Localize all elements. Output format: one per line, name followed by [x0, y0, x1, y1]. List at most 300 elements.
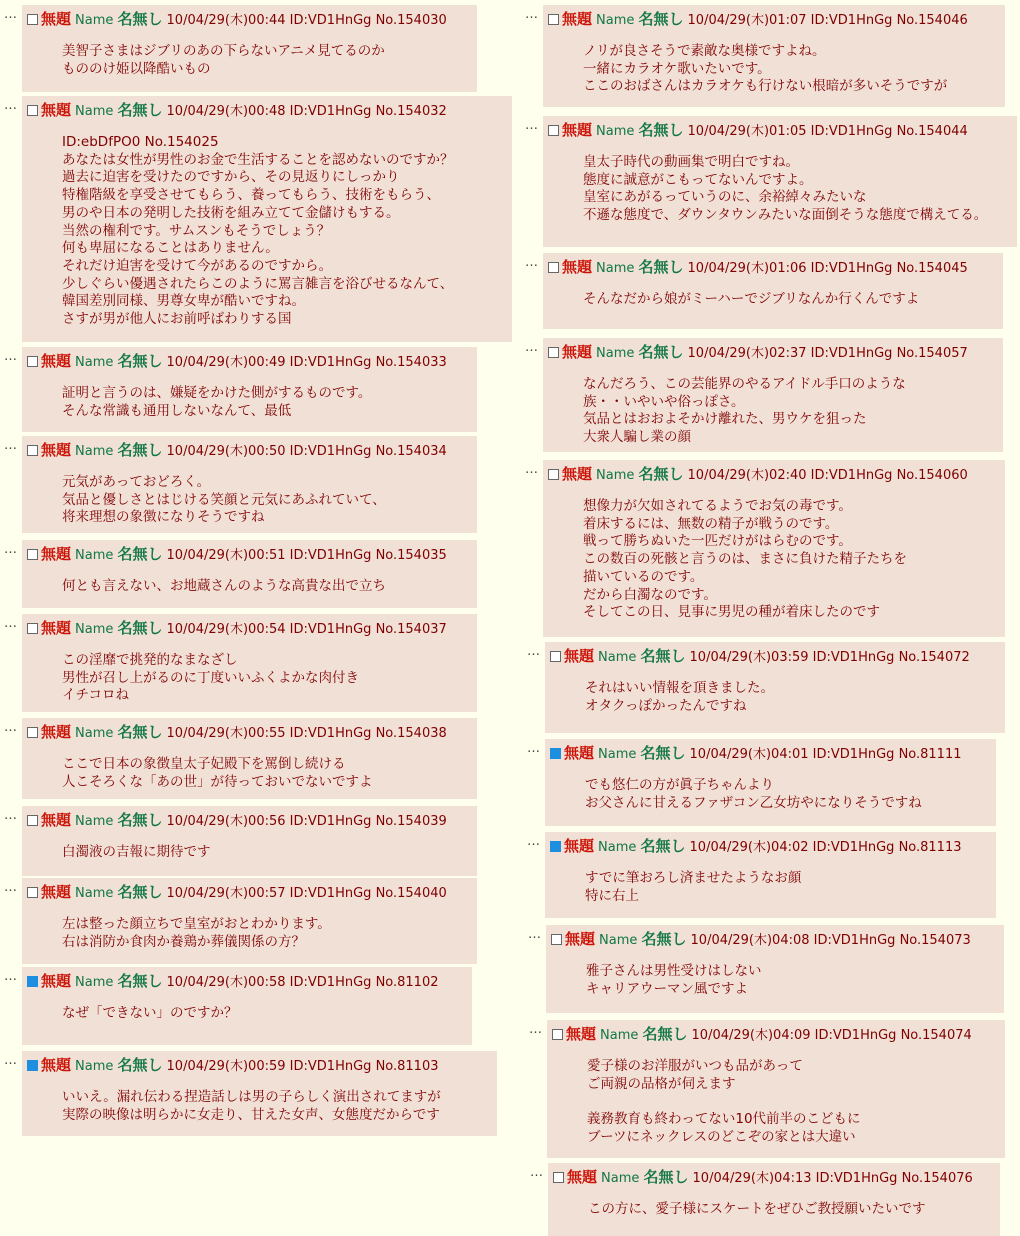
post-datetime: 10/04/29(木)01:05	[687, 124, 807, 139]
post-subject: 無題	[41, 1056, 72, 1074]
post-body-line: そんなだから娘がミーハーでジブリなんか行くんですよ	[583, 291, 920, 307]
post-number[interactable]: No.154046	[896, 13, 968, 28]
select-checkbox[interactable]	[27, 105, 38, 116]
poster-name: 名無し	[638, 10, 684, 28]
post-subject: 無題	[41, 352, 72, 370]
post-header	[552, 1023, 1001, 1045]
post-datetime: 10/04/29(木)04:13	[692, 1171, 812, 1186]
ellipsis-icon: …	[4, 880, 16, 895]
post-body-line: 義務教育も終わってない10代前半のこどもに	[587, 1111, 861, 1128]
poster-id: ID:VD1HnGg	[810, 346, 893, 361]
post-header	[550, 742, 992, 764]
post	[0, 96, 512, 342]
post-number[interactable]: No.154032	[375, 104, 447, 119]
post	[0, 718, 477, 799]
post-body-line: 証明と言うのは、嫌疑をかけた側がするものです。	[62, 385, 372, 401]
post-body-line: キャリアウーマン風ですよ	[586, 980, 748, 997]
name-label: Name	[601, 1171, 640, 1186]
post-body	[583, 43, 1001, 96]
post	[524, 925, 1004, 1013]
post-subject: 無題	[41, 10, 72, 28]
poster-name: 名無し	[117, 545, 163, 563]
post-body	[62, 756, 473, 791]
post-header	[27, 970, 468, 992]
name-label: Name	[75, 814, 114, 829]
post-subject: 無題	[41, 723, 72, 741]
post-datetime: 10/04/29(木)00:55	[166, 726, 286, 741]
post-box	[22, 718, 477, 799]
poster-id: ID:VD1HnGg	[810, 124, 893, 139]
post-body-line: それだけ迫害を受けて今があるのですから。	[62, 257, 332, 274]
post-body-line: さすが男が他人にお前呼ばわりする国	[62, 311, 292, 328]
post-body	[583, 154, 1013, 225]
post-body-line: この数百の死骸と言うのは、まさに負けた精子たちを	[583, 551, 907, 568]
ellipsis-icon: …	[527, 834, 539, 849]
poster-name: 名無し	[638, 258, 684, 276]
name-label: Name	[596, 124, 635, 139]
post-subject: 無題	[567, 1168, 598, 1186]
post-number[interactable]: No.154044	[896, 124, 968, 139]
name-label: Name	[75, 1059, 114, 1074]
select-checkbox[interactable]	[27, 727, 38, 738]
poster-name: 名無し	[117, 441, 163, 459]
post-header	[27, 617, 473, 639]
post-header	[27, 543, 473, 565]
post-body	[585, 777, 992, 812]
name-label: Name	[600, 1028, 639, 1043]
post-subject: 無題	[562, 10, 593, 28]
poster-name: 名無し	[117, 883, 163, 901]
poster-name: 名無し	[640, 647, 686, 665]
poster-id: ID:VD1HnGg	[289, 886, 372, 901]
post-body	[62, 1089, 493, 1124]
select-checkbox[interactable]	[548, 347, 559, 358]
post-body	[62, 578, 473, 596]
post-body-line: 雅子さんは男性受けはしない	[586, 963, 762, 979]
post-datetime: 10/04/29(木)00:50	[166, 444, 286, 459]
post-body	[62, 385, 473, 420]
post-number[interactable]: No.81103	[375, 1059, 439, 1074]
post	[0, 614, 477, 712]
post-header	[548, 8, 1001, 30]
post-header	[27, 809, 473, 831]
ellipsis-icon: …	[525, 255, 537, 270]
post-body-line: 気品とはおおよそかけ離れた、男ウケを狙った	[583, 411, 867, 428]
post-datetime: 10/04/29(木)02:40	[687, 468, 807, 483]
post-number[interactable]: No.154039	[375, 814, 447, 829]
post-body-line: 白濁液の吉報に期待です	[62, 844, 211, 860]
name-label: Name	[75, 886, 114, 901]
post-subject: 無題	[562, 343, 593, 361]
poster-id: ID:VD1HnGg	[289, 726, 372, 741]
post-body-line: オタクっぽかったんですね	[585, 697, 747, 714]
post-body-line: 族・・いやいや俗っぽさ。	[583, 393, 745, 410]
poster-name: 名無し	[638, 343, 684, 361]
post-body-line: なんだろう、この芸能界のやるアイドル手口のような	[583, 376, 906, 392]
poster-name: 名無し	[638, 465, 684, 483]
name-label: Name	[596, 468, 635, 483]
post-number[interactable]: No.154034	[375, 444, 447, 459]
select-checkbox[interactable]	[27, 1060, 38, 1071]
post-number[interactable]: No.154035	[375, 548, 447, 563]
post-body	[62, 474, 473, 527]
post-number[interactable]: No.154072	[898, 650, 970, 665]
post-body-line: ノリが良さそうで素敵な奥様ですよね。	[583, 43, 826, 59]
post-body-line: イチコロね	[62, 687, 129, 704]
poster-id: ID:VD1HnGg	[814, 1028, 897, 1043]
poster-name: 名無し	[117, 619, 163, 637]
post-datetime: 10/04/29(木)00:57	[166, 886, 286, 901]
post-datetime: 10/04/29(木)04:02	[689, 840, 809, 855]
post-box	[22, 5, 477, 92]
select-checkbox[interactable]	[553, 1172, 564, 1183]
poster-name: 名無し	[643, 1168, 689, 1186]
name-label: Name	[75, 975, 114, 990]
post-number[interactable]: No.154040	[375, 886, 447, 901]
post-datetime: 10/04/29(木)00:51	[166, 548, 286, 563]
post-box	[548, 1163, 1000, 1236]
select-checkbox[interactable]	[548, 469, 559, 480]
select-checkbox[interactable]	[550, 651, 561, 662]
post-datetime: 10/04/29(木)04:08	[690, 933, 810, 948]
select-checkbox[interactable]	[27, 976, 38, 987]
post-number[interactable]: No.154073	[899, 933, 971, 948]
post-body-line: 愛子様のお洋服がいつも品があって	[587, 1058, 803, 1074]
post-body-line: 特に右上	[585, 887, 639, 904]
post-number[interactable]: No.154076	[901, 1171, 973, 1186]
post-box	[22, 967, 472, 1045]
post-body-line: お父さんに甘えるファザコン乙女坊やになりそうですね	[585, 794, 922, 811]
post-body-line: 気品と優しさとはじける笑顔と元気にあふれていて、	[62, 491, 386, 508]
post-body-line: もののけ姫以降酷いもの	[62, 60, 211, 77]
post-box	[543, 116, 1017, 247]
post-body-line: 人こそろくな「あの世」が待っておいでないですよ	[62, 773, 373, 790]
ellipsis-icon: …	[4, 969, 16, 984]
post-box	[545, 739, 996, 826]
post-header	[550, 835, 992, 857]
post-box	[543, 460, 1005, 637]
post-number[interactable]: No.154037	[375, 622, 447, 637]
post-datetime: 10/04/29(木)01:06	[687, 261, 807, 276]
name-label: Name	[75, 104, 114, 119]
post-subject: 無題	[41, 619, 72, 637]
ellipsis-icon: …	[530, 1165, 542, 1180]
post-body	[583, 376, 999, 447]
ellipsis-icon: …	[4, 1053, 16, 1068]
post-subject: 無題	[564, 647, 595, 665]
post-number[interactable]: No.81102	[375, 975, 439, 990]
poster-name: 名無し	[117, 723, 163, 741]
post	[523, 832, 996, 918]
post-box	[22, 878, 477, 964]
post-body-line: 何とも言えない、お地蔵さんのような高貴な出で立ち	[62, 578, 386, 594]
post-number[interactable]: No.81113	[898, 840, 962, 855]
poster-name: 名無し	[642, 1025, 688, 1043]
ellipsis-icon: …	[527, 741, 539, 756]
post-header	[548, 341, 999, 363]
post-body-line: 実際の映像は明らかに女走り、甘えた女声、女態度だからです	[62, 1106, 440, 1123]
post-body	[588, 1201, 996, 1219]
post-subject: 無題	[564, 744, 595, 762]
post-body-line: 大衆人騙し業の顔	[583, 429, 691, 446]
poster-name: 名無し	[640, 837, 686, 855]
post-header	[27, 439, 473, 461]
post-body	[62, 652, 473, 705]
name-label: Name	[75, 13, 114, 28]
poster-id: ID:VD1HnGg	[812, 840, 895, 855]
post-body	[62, 1005, 468, 1023]
post-datetime: 10/04/29(木)01:07	[687, 13, 807, 28]
post-number[interactable]: No.154060	[896, 468, 968, 483]
post-subject: 無題	[41, 883, 72, 901]
name-label: Name	[75, 726, 114, 741]
post-subject: 無題	[564, 837, 595, 855]
post-body-line: 戦って勝ちぬいた一匹だけがはらむのです。	[583, 533, 852, 550]
post-box	[545, 642, 1005, 733]
name-label: Name	[75, 444, 114, 459]
post-body-line: あなたは女性が男性のお金で生活することを認めないのですか？	[62, 151, 454, 168]
post-body-line: この淫靡で挑発的なまなざし	[62, 652, 238, 668]
poster-id: ID:VD1HnGg	[289, 814, 372, 829]
post-body-line: 韓国差別同様、男尊女卑が酷いですね。	[62, 293, 305, 310]
post-subject: 無題	[41, 441, 72, 459]
post	[526, 1163, 1000, 1236]
post-body-line: いいえ。漏れ伝わる捏造話しは男の子らしく演出されてますが	[62, 1089, 441, 1105]
post	[521, 116, 1017, 247]
post-body-line: それはいい情報を頂きました。	[585, 680, 774, 696]
ellipsis-icon: …	[4, 542, 16, 557]
poster-id: ID:VD1HnGg	[289, 622, 372, 637]
post-header	[548, 119, 1013, 141]
post-body-line: ここで日本の象徴皇太子妃殿下を罵倒し続ける	[62, 756, 346, 772]
post-subject: 無題	[562, 465, 593, 483]
select-checkbox[interactable]	[548, 125, 559, 136]
select-checkbox[interactable]	[27, 815, 38, 826]
post-box	[22, 1051, 497, 1136]
post-datetime: 10/04/29(木)04:01	[689, 747, 809, 762]
poster-id: ID:VD1HnGg	[812, 747, 895, 762]
post-body	[585, 870, 992, 905]
ellipsis-icon: …	[4, 7, 16, 22]
post	[521, 460, 1005, 637]
post-body-line: 着床するには、無数の精子が戦うのです。	[583, 515, 839, 532]
post-datetime: 10/04/29(木)00:44	[166, 13, 286, 28]
post-number[interactable]: No.154038	[375, 726, 447, 741]
ellipsis-icon: …	[4, 349, 16, 364]
name-label: Name	[598, 650, 637, 665]
ellipsis-icon: …	[4, 98, 16, 113]
name-label: Name	[596, 346, 635, 361]
post-body-line: 態度に誠意がこもってないんですよ。	[583, 171, 813, 188]
ellipsis-icon: …	[4, 808, 16, 823]
post-box	[545, 832, 996, 918]
post-body-line: ここのおばさんはカラオケも行けない根暗が多いそうですが	[583, 78, 948, 95]
post-header	[548, 463, 1001, 485]
post-body	[585, 680, 1001, 715]
select-checkbox[interactable]	[27, 623, 38, 634]
post-body-line: 左は整った顔立ちで皇室がおとわかります。	[62, 916, 331, 932]
select-checkbox[interactable]	[551, 934, 562, 945]
post-body-line: ご両親の品格が伺えます	[587, 1075, 736, 1092]
poster-name: 名無し	[117, 1056, 163, 1074]
post	[0, 806, 477, 876]
post-subject: 無題	[41, 101, 72, 119]
post-body-line: でも悠仁の方が眞子ちゃんより	[585, 777, 774, 793]
post-box	[22, 347, 477, 432]
poster-id: ID:VD1HnGg	[289, 1059, 372, 1074]
post-number[interactable]: No.154074	[900, 1028, 972, 1043]
name-label: Name	[598, 747, 637, 762]
select-checkbox[interactable]	[550, 841, 561, 852]
poster-id: ID:VD1HnGg	[813, 933, 896, 948]
ellipsis-icon: …	[528, 927, 540, 942]
post-box	[543, 253, 1003, 329]
name-label: Name	[75, 548, 114, 563]
select-checkbox[interactable]	[27, 14, 38, 25]
post-body-line: 皇室にあがるっていうのに、余裕綽々みたいな	[583, 189, 867, 206]
ellipsis-icon: …	[525, 340, 537, 355]
post-body-line: 元気があっておどろく。	[62, 474, 211, 490]
post-header	[27, 8, 473, 30]
name-label: Name	[75, 355, 114, 370]
post-body-line: 一緒にカラオケ歌いたいです。	[583, 60, 771, 77]
post-header	[27, 1054, 493, 1076]
post-header	[27, 99, 508, 121]
post-body-line: そんな常識も通用しないなんて、最低	[62, 402, 292, 419]
ellipsis-icon: …	[4, 616, 16, 631]
select-checkbox[interactable]	[548, 262, 559, 273]
ellipsis-icon: …	[4, 720, 16, 735]
post-number[interactable]: No.154030	[375, 13, 447, 28]
poster-id: ID:VD1HnGg	[812, 650, 895, 665]
post-body-line: 皇太子時代の動画集で明白ですね。	[583, 154, 799, 170]
post	[523, 642, 1005, 733]
post-number[interactable]: No.154045	[896, 261, 968, 276]
post-number[interactable]: No.81111	[898, 747, 962, 762]
name-label: Name	[598, 840, 637, 855]
post	[521, 253, 1003, 329]
name-label: Name	[596, 13, 635, 28]
post	[525, 1020, 1005, 1158]
poster-name: 名無し	[117, 101, 163, 119]
post-datetime: 10/04/29(木)04:09	[691, 1028, 811, 1043]
post-body	[583, 291, 999, 309]
post	[0, 347, 477, 432]
post-body-line: なぜ「できない」のですか？	[62, 1005, 238, 1021]
select-checkbox[interactable]	[550, 748, 561, 759]
post-body-line	[587, 1093, 1001, 1111]
post-datetime: 10/04/29(木)00:58	[166, 975, 286, 990]
post-body-line: 過去に迫害を受けたのですから、その見返りにしっかり	[62, 169, 400, 186]
post-box	[546, 925, 1004, 1013]
post-box	[22, 436, 477, 533]
post-number[interactable]: No.154057	[896, 346, 968, 361]
post-box	[22, 96, 512, 342]
post-header	[548, 256, 999, 278]
post-body	[62, 43, 473, 78]
select-checkbox[interactable]	[27, 445, 38, 456]
ellipsis-icon: …	[4, 438, 16, 453]
post	[0, 436, 477, 533]
post-header	[553, 1166, 996, 1188]
poster-id: ID:VD1HnGg	[289, 13, 372, 28]
select-checkbox[interactable]	[27, 549, 38, 560]
post-datetime: 10/04/29(木)00:56	[166, 814, 286, 829]
poster-id: ID:VD1HnGg	[810, 13, 893, 28]
poster-id: ID:VD1HnGg	[289, 444, 372, 459]
post-subject: 無題	[41, 545, 72, 563]
post-box	[543, 5, 1005, 107]
post-body	[62, 844, 473, 862]
post	[0, 540, 477, 608]
post-body-line: 美智子さまはジブリのあの下らないアニメ見てるのか	[62, 43, 385, 59]
post-subject: 無題	[41, 811, 72, 829]
post-subject: 無題	[566, 1025, 597, 1043]
post-body	[62, 916, 473, 951]
post-box	[22, 806, 477, 876]
select-checkbox[interactable]	[27, 887, 38, 898]
post-body-line: 想像力が欠如されてるようでお気の毒です。	[583, 498, 852, 514]
post-body-line: だから白濁なのです。	[583, 586, 717, 603]
poster-id: ID:VD1HnGg	[289, 355, 372, 370]
post-body-line: そしてこの日、見事に男児の種が着床したのです	[583, 604, 880, 621]
poster-id: ID:VD1HnGg	[289, 104, 372, 119]
ellipsis-icon: …	[525, 118, 537, 133]
post-subject: 無題	[562, 121, 593, 139]
post	[0, 5, 477, 92]
post	[523, 739, 996, 826]
poster-name: 名無し	[117, 972, 163, 990]
ellipsis-icon: …	[525, 462, 537, 477]
post-datetime: 10/04/29(木)03:59	[689, 650, 809, 665]
post-body-line: 当然の権利です。サムスンもそうでしょう？	[62, 222, 331, 239]
name-label: Name	[596, 261, 635, 276]
post-body-line: この方に、愛子様にスケートをぜひご教授願いたいです	[588, 1201, 926, 1217]
name-label: Name	[599, 933, 638, 948]
post-body-line: 少しぐらい優遇されたらこのように罵言雑言を浴びせるなんて、	[62, 275, 454, 292]
poster-name: 名無し	[117, 352, 163, 370]
post	[0, 1051, 497, 1136]
post-datetime: 10/04/29(木)00:59	[166, 1059, 286, 1074]
post-number[interactable]: No.154033	[375, 355, 447, 370]
post-header	[551, 928, 1000, 950]
post-subject: 無題	[565, 930, 596, 948]
ellipsis-icon: …	[529, 1022, 541, 1037]
select-checkbox[interactable]	[552, 1029, 563, 1040]
post-body-line: 右は消防か食肉か養鶏か葬儀関係の方？	[62, 933, 305, 950]
poster-name: 名無し	[117, 10, 163, 28]
post-box	[547, 1020, 1005, 1158]
select-checkbox[interactable]	[27, 356, 38, 367]
select-checkbox[interactable]	[548, 14, 559, 25]
post	[521, 5, 1005, 107]
post	[521, 338, 1003, 452]
post-body-line: すでに筆おろし済ませたようなお顔	[585, 870, 802, 886]
poster-name: 名無し	[641, 930, 687, 948]
post-header	[27, 350, 473, 372]
post-header	[27, 721, 473, 743]
poster-name: 名無し	[117, 811, 163, 829]
post-datetime: 10/04/29(木)00:54	[166, 622, 286, 637]
post-body-line: 不遜な態度で、ダウンタウンみたいな面倒そうな態度で構えてる。	[583, 207, 988, 224]
poster-name: 名無し	[640, 744, 686, 762]
ellipsis-icon: …	[527, 644, 539, 659]
post-body-line: 特権階級を享受させてもらう、養ってもらう、技術をもらう、	[62, 187, 440, 204]
post-body-line: ID:ebDfPO0 No.154025	[62, 134, 219, 150]
post-datetime: 10/04/29(木)00:48	[166, 104, 286, 119]
post-body	[586, 963, 1000, 998]
post-body-line: 描いているのです。	[583, 568, 704, 585]
